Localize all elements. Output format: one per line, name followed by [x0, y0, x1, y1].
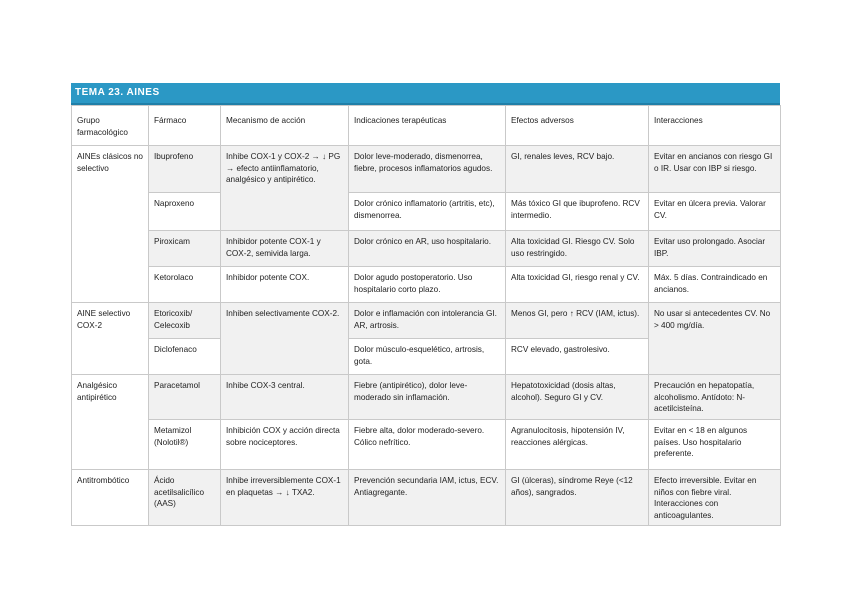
table-row — [72, 375, 781, 420]
mechanism-cell: Inhiben selectivamente COX-2. — [221, 303, 349, 375]
drug-cell: Metamizol (Nolotil®) — [149, 420, 221, 470]
indications-cell: Prevención secundaria IAM, ictus, ECV. Antiagregante. — [349, 470, 506, 526]
drug-cell: Ácido acetilsalicílico (AAS) — [149, 470, 221, 526]
drug-cell: Diclofenaco — [149, 339, 221, 375]
header-cell: Interacciones — [649, 106, 781, 146]
header-cell: Efectos adversos — [506, 106, 649, 146]
header-cell: Fármaco — [149, 106, 221, 146]
adverse-cell: GI (úlceras), síndrome Reye (<12 años), sangrados. — [506, 470, 649, 526]
mechanism-cell: Inhibe irreversiblemente COX-1 en plaquetas → ↓ TXA2. — [221, 470, 349, 526]
interactions-cell: Evitar en ancianos con riesgo GI o IR. Usar con IBP si riesgo. — [649, 146, 781, 193]
interactions-cell: No usar si antecedentes CV. No > 400 mg/día. — [649, 303, 781, 375]
table-row — [72, 231, 781, 267]
adverse-cell: GI, renales leves, RCV bajo. — [506, 146, 649, 193]
interactions-cell: Efecto irreversible. Evitar en niños con fiebre viral. Interacciones con anticoagulantes. — [649, 470, 781, 526]
adverse-cell: Alta toxicidad GI, riesgo renal y CV. — [506, 267, 649, 303]
indications-cell: Dolor crónico en AR, uso hospitalario. — [349, 231, 506, 267]
interactions-cell: Evitar en úlcera previa. Valorar CV. — [649, 193, 781, 231]
interactions-cell: Evitar uso prolongado. Asociar IBP. — [649, 231, 781, 267]
drug-cell: Piroxicam — [149, 231, 221, 267]
adverse-cell: Hepatotoxicidad (dosis altas, alcohol). Seguro GI y CV. — [506, 375, 649, 420]
indications-cell: Fiebre alta, dolor moderado-severo. Cólico nefrítico. — [349, 420, 506, 470]
interactions-cell: Precaución en hepatopatía, alcoholismo. Antídoto: N-acetilcisteína. — [649, 375, 781, 420]
drug-cell: Ibuprofeno — [149, 146, 221, 193]
table-row — [72, 420, 781, 470]
indications-cell: Dolor músculo-esquelético, artrosis, gota. — [349, 339, 506, 375]
mechanism-cell: Inhibe COX-3 central. — [221, 375, 349, 420]
indications-cell: Dolor e inflamación con intolerancia GI. AR, artrosis. — [349, 303, 506, 339]
header-cell: Mecanismo de acción — [221, 106, 349, 146]
indications-cell: Dolor crónico inflamatorio (artritis, etc), dismenorrea. — [349, 193, 506, 231]
adverse-cell: Más tóxico GI que ibuprofeno. RCV intermedio. — [506, 193, 649, 231]
table-row — [72, 146, 781, 193]
table-row — [72, 303, 781, 339]
group-cell: Antitrombótico — [72, 470, 149, 526]
indications-cell: Fiebre (antipirético), dolor leve-moderado sin inflamación. — [349, 375, 506, 420]
drug-cell: Paracetamol — [149, 375, 221, 420]
table-row — [72, 470, 781, 526]
adverse-cell: Menos GI, pero ↑ RCV (IAM, ictus). — [506, 303, 649, 339]
mechanism-cell: Inhibe COX-1 y COX-2 → ↓ PG → efecto antiinflamatorio, analgésico y antipirético. — [221, 146, 349, 231]
indications-cell: Dolor leve-moderado, dismenorrea, fiebre, procesos inflamatorios agudos. — [349, 146, 506, 193]
aines-document — [71, 83, 780, 526]
header-cell: Indicaciones terapéuticas — [349, 106, 506, 146]
mechanism-cell: Inhibidor potente COX. — [221, 267, 349, 303]
group-cell: Analgésico antipirético — [72, 375, 149, 470]
adverse-cell: RCV elevado, gastrolesivo. — [506, 339, 649, 375]
table-title: TEMA 23. AINES — [71, 83, 780, 105]
header-row — [72, 106, 781, 146]
aines-table — [71, 105, 781, 526]
group-cell: AINE selectivo COX-2 — [72, 303, 149, 375]
mechanism-cell: Inhibición COX y acción directa sobre nociceptores. — [221, 420, 349, 470]
indications-cell: Dolor agudo postoperatorio. Uso hospitalario corto plazo. — [349, 267, 506, 303]
interactions-cell: Evitar en < 18 en algunos países. Uso hospitalario preferente. — [649, 420, 781, 470]
mechanism-cell: Inhibidor potente COX-1 y COX-2, semivida larga. — [221, 231, 349, 267]
drug-cell: Etoricoxib/ Celecoxib — [149, 303, 221, 339]
drug-cell: Ketorolaco — [149, 267, 221, 303]
interactions-cell: Máx. 5 días. Contraindicado en ancianos. — [649, 267, 781, 303]
table-row — [72, 267, 781, 303]
table-row — [72, 193, 781, 231]
group-cell: AINEs clásicos no selectivo — [72, 146, 149, 303]
adverse-cell: Alta toxicidad GI. Riesgo CV. Solo uso restringido. — [506, 231, 649, 267]
adverse-cell: Agranulocitosis, hipotensión IV, reacciones alérgicas. — [506, 420, 649, 470]
header-cell: Grupo farmacológico — [72, 106, 149, 146]
drug-cell: Naproxeno — [149, 193, 221, 231]
